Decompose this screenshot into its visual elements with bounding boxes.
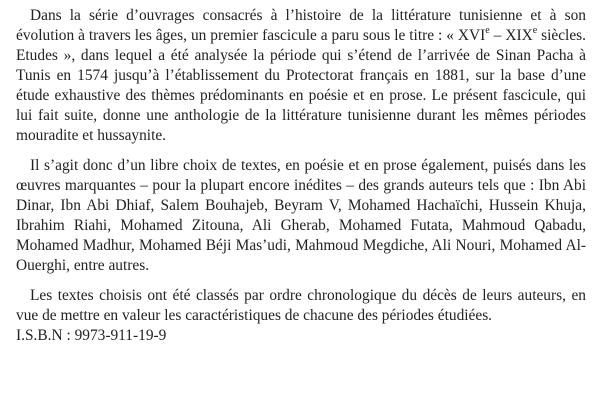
paragraph-1-text-c: siècles. Etudes », dans lequel a été analysée la période qui s’étend de l’arrivée de Sinan Pacha à Tunis en 1574 jusqu’à l’établissement du Protectorat français en 1881, sur la base d’une étude exhaustive des thèmes prédominants en poésie et en prose. Le présent fascicule, qui lui fait suite, donne une anthologie de la littérature tunisienne durant les mêmes périodes mouradite et hussaynite. bbox=[16, 27, 586, 144]
isbn-line: I.S.B.N : 9973-911-19-9 bbox=[16, 327, 167, 344]
paragraph-3: Les textes choisis ont été classés par ordre chronologique du décès de leurs auteurs, en vue de mettre en valeur les caractéristiques de chacune des périodes étudiées. bbox=[16, 287, 586, 324]
superscript-e-2: e bbox=[532, 24, 538, 36]
paragraph-1-text-a: Dans la série d’ouvrages consacrés à l’histoire de la littérature tunisienne et à son évolution à travers les âges, un premier fascicule a paru sous le titre : « XVI bbox=[16, 7, 586, 44]
paragraph-1 bbox=[16, 6, 586, 146]
superscript-e-1: e bbox=[485, 24, 490, 36]
paragraph-2: Il s’agit donc d’un libre choix de textes, en poésie et en prose également, puisés dans les œuvres marquantes – pour la plupart encore inédites – des grands auteurs tels que : Ibn Abi Dinar, Ibn Abi Dhiaf, Salem Bouhajeb, Beyram V, Mohamed Hachaïchi, Hussein Khuja, Ibrahim Riahi, Mohamed Zitouna, Ali Gherab, Mohamed Futata, Mahmoud Qabadu, Mohamed Madhur, Mohamed Béji Mas’udi, Mahmoud Megdiche, Ali Nouri, Mohamed Al-Ouerghi, entre autres. bbox=[16, 157, 586, 274]
paragraph-1-text-b: – XIX bbox=[489, 27, 533, 44]
